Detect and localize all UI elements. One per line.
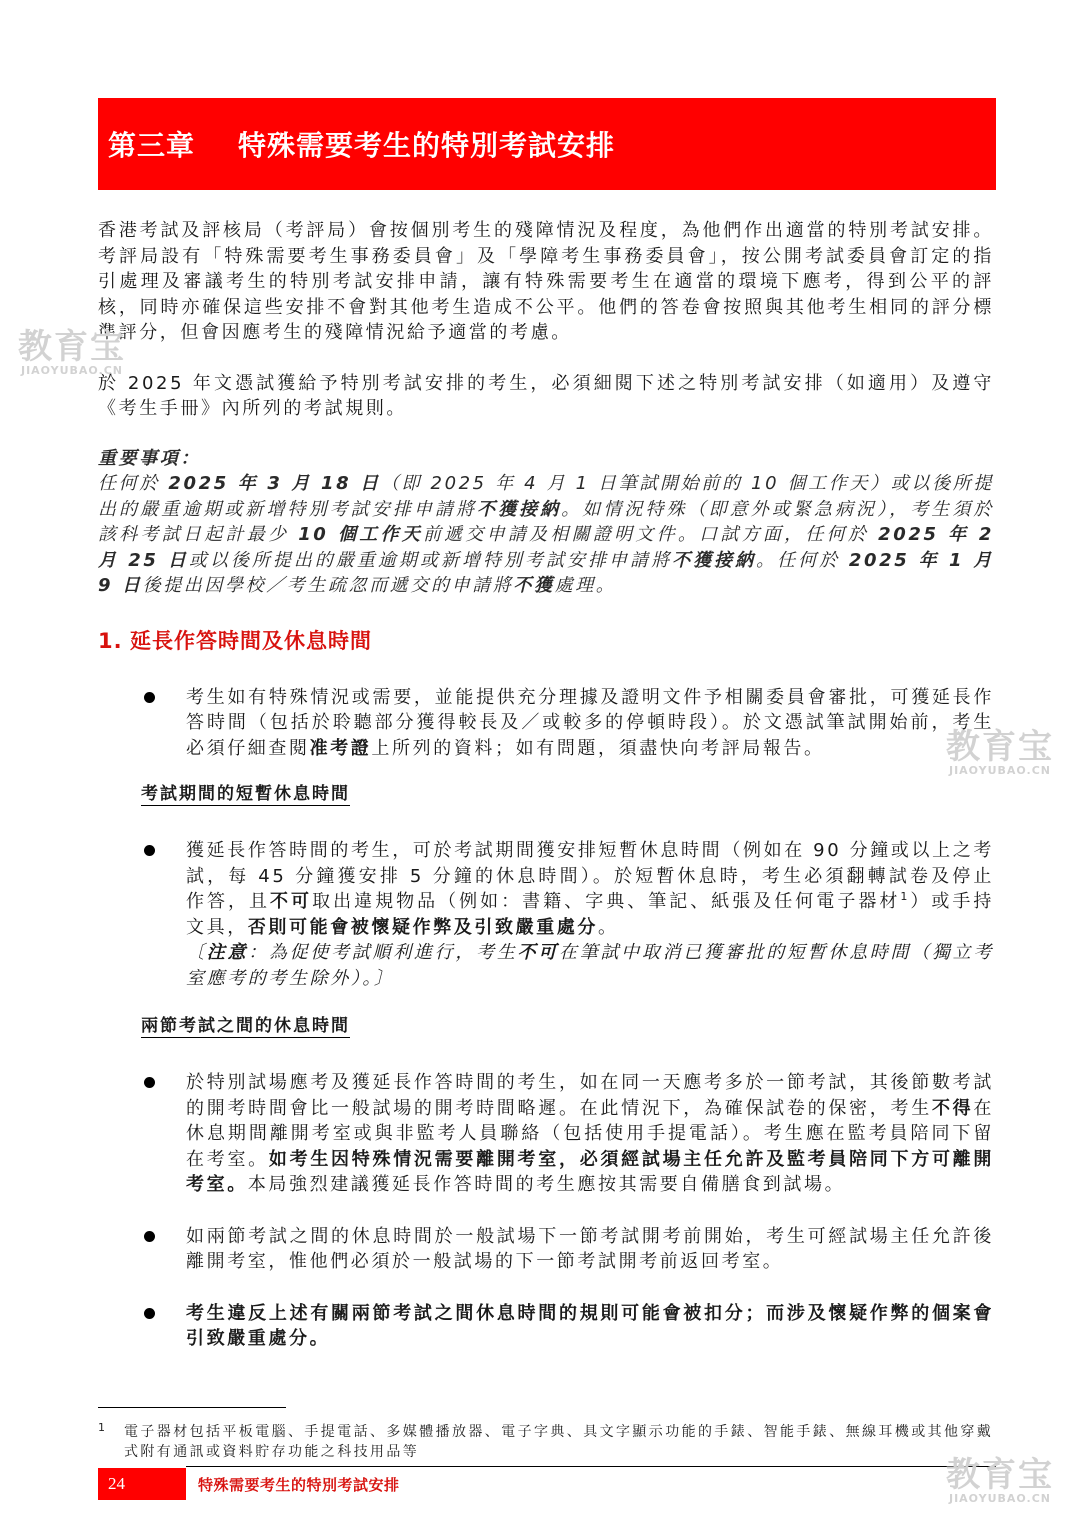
watermark-logo: 教育宝 JIAOYUBAO.CN [946, 727, 1054, 777]
section-number: 1. [98, 628, 123, 653]
chapter-banner [98, 98, 996, 190]
bullet-extended-time: 考生如有特殊情況或需要，並能提供充分理據及證明文件予相關委員會審批，可獲延長作答時間（包括於聆聽部分獲得較長及／或較多的停頓時段）。於文憑試筆試開始前，考生必須仔細查閱准考證上所列的資料；如有問題，須盡快向考評局報告。 [98, 685, 994, 762]
footnote-divider [98, 1407, 286, 1408]
bullet-leave-room: 如兩節考試之間的休息時間於一般試場下一節考試開考前開始，考生可經試場主任允許後離開考室，惟他們必須於一般試場的下一節考試開考前返回考室。 [98, 1224, 994, 1275]
footer-divider [186, 1466, 996, 1467]
subheading-between-sessions: 兩節考試之間的休息時間 [141, 1016, 350, 1036]
important-heading: 重要事項： [98, 447, 201, 469]
intro-paragraph-1: 香港考試及評核局（考評局）會按個別考生的殘障情況及程度，為他們作出適當的特別考試安排。考評局設有「特殊需要考生事務委員會」及「學障考生事務委員會」，按公開考試委員會訂定的指引處理及審議考生的特別考試安排申請，讓有特殊需要考生在適當的環境下應考，得到公平的評核，同時亦確保這些安排不會對其他考生造成不公平。他們的答卷會按照與其他考生相同的評分標準評分，但會因應考生的殘障情況給予適當的考慮。 [98, 220, 994, 343]
footnote-number: 1 [98, 1421, 108, 1434]
page-number: 24 [98, 1468, 186, 1500]
intro-paragraph-2: 於 2025 年文憑試獲給予特別考試安排的考生，必須細閱下述之特別考試安排（如適用）及遵守《考生手冊》內所列的考試規則。 [98, 372, 994, 419]
section-title: 延長作答時間及休息時間 [130, 628, 372, 653]
bullet-short-break: 獲延長作答時間的考生，可於考試期間獲安排短暫休息時間（例如在 90 分鐘或以上之考試，每 45 分鐘獲安排 5 分鐘的休息時間）。於短暫休息時，考生必須翻轉試卷及停止作答，且不可取出違規物品（例如：書籍、字典、筆記、紙張及任何電子器材$^1$）或手持文具，否則可能會被懷疑作弊及引致嚴重處分。 〔注意：為促使考試順利進行，考生不可在筆試中取消已獲審批的短暫休息時間（獨立考室應考的考生除外）。〕 [98, 838, 994, 991]
bullet-penalty: 考生違反上述有關兩節考試之間休息時間的規則可能會被扣分；而涉及懷疑作弊的個案會引致嚴重處分。 [98, 1301, 994, 1352]
chapter-title: 特殊需要考生的特別考試安排 [238, 129, 616, 162]
footer-title: 特殊需要考生的特別考試安排 [198, 1476, 400, 1494]
bullet-icon [144, 1231, 155, 1242]
footnote [98, 1422, 994, 1462]
bullet-icon [144, 845, 155, 856]
watermark-logo: 教育宝 JIAOYUBAO.CN [18, 327, 126, 377]
note-text: 〔注意：為促使考試順利進行，考生不可在筆試中取消已獲審批的短暫休息時間（獨立考室應考的考生除外）。〕 [186, 942, 994, 989]
page-content [98, 218, 994, 1352]
footnote-text: 電子器材包括平板電腦、手提電話、多媒體播放器、電子字典、具文字顯示功能的手錶、智能手錶、無線耳機或其他穿戴式附有通訊或資料貯存功能之科技用品等 [124, 1424, 994, 1460]
bullet-icon [144, 1308, 155, 1319]
important-notice: 重要事項： 任何於 2025 年 3 月 18 日（即 2025 年 4 月 1 日筆試開始前的 10 個工作天）或以後所提出的嚴重逾期或新增特別考試安排申請將不獲接納。如情況特殊（即意外或緊急病況），考生須於該科考試日起計最少 10 個工作天前遞交申請及相關證明文件。口試方面，任何於 2025 年 2 月 25 日或以後所提出的嚴重逾期或新增特別考試安排申請將不獲接納。任何於 2025 年 1 月 9 日後提出因學校／考生疏忽而遞交的申請將不獲處理。 [98, 447, 995, 596]
chapter-number: 第三章 [108, 129, 196, 162]
footnote-ref: 1 [900, 890, 910, 903]
section-heading [98, 625, 994, 655]
bullet-between-sessions: 於特別試場應考及獲延長作答時間的考生，如在同一天應考多於一節考試，其後節數考試的開考時間會比一般試場的開考時間略遲。在此情況下，為確保試卷的保密，考生不得在休息期間離開考室或與非監考人員聯絡（包括使用手提電話）。考生應在監考員陪同下留在考室。如考生因特殊情況需要離開考室，必須經試場主任允許及監考員陪同下方可離開考室。本局強烈建議獲延長作答時間的考生應按其需要自備膳食到試場。 [98, 1070, 994, 1198]
bullet-icon [144, 692, 155, 703]
watermark-logo: 教育宝 JIAOYUBAO.CN [946, 1455, 1054, 1505]
bullet-icon [144, 1077, 155, 1088]
subheading-short-break: 考試期間的短暫休息時間 [141, 784, 350, 804]
